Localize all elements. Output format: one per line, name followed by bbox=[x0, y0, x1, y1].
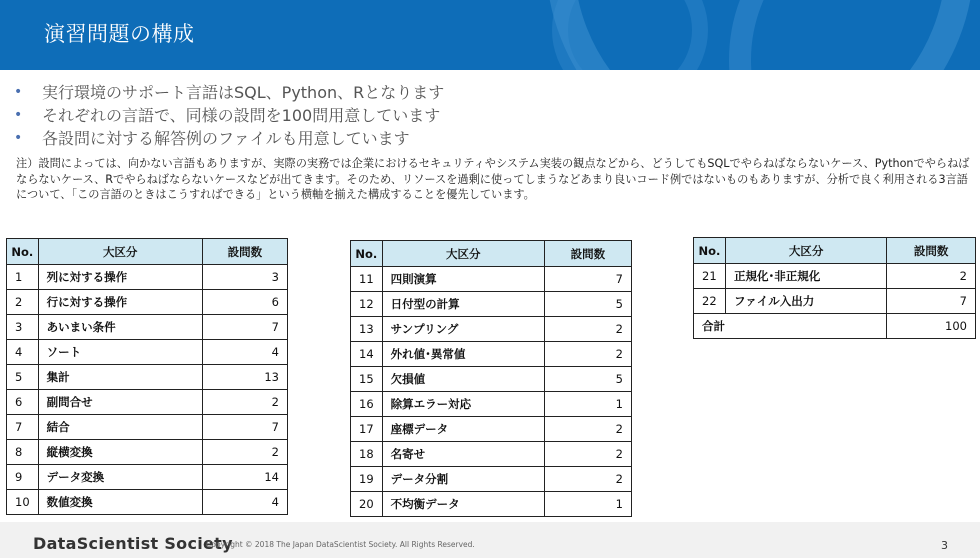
column-header-no: No. bbox=[694, 238, 726, 264]
table-row bbox=[351, 467, 632, 492]
row-category: 行に対する操作 bbox=[38, 290, 202, 315]
question-table-2 bbox=[350, 240, 632, 517]
copyright-text: Copyright © 2018 The Japan DataScientist Society. All Rights Reserved. bbox=[206, 540, 475, 549]
column-header-no: No. bbox=[7, 239, 39, 265]
slide-footer bbox=[0, 522, 980, 558]
row-category: あいまい条件 bbox=[38, 315, 202, 340]
row-no: 19 bbox=[351, 467, 383, 492]
total-count: 100 bbox=[887, 314, 976, 339]
table-row bbox=[7, 465, 288, 490]
row-no: 7 bbox=[7, 415, 39, 440]
table-row bbox=[351, 292, 632, 317]
table-row bbox=[7, 415, 288, 440]
row-count: 5 bbox=[544, 367, 631, 392]
table-row bbox=[7, 290, 288, 315]
row-count: 7 bbox=[544, 267, 631, 292]
table-header-row bbox=[351, 241, 632, 267]
row-count: 4 bbox=[202, 490, 287, 515]
column-header-category: 大区分 bbox=[38, 239, 202, 265]
row-no: 13 bbox=[351, 317, 383, 342]
row-category: 列に対する操作 bbox=[38, 265, 202, 290]
row-count: 7 bbox=[202, 315, 287, 340]
table-row bbox=[7, 340, 288, 365]
row-category: 日付型の計算 bbox=[382, 292, 544, 317]
row-no: 17 bbox=[351, 417, 383, 442]
table-row bbox=[351, 342, 632, 367]
row-category: 集計 bbox=[38, 365, 202, 390]
row-count: 2 bbox=[887, 264, 976, 289]
note-text: 注）設問によっては、向かない言語もありますが、実際の実務では企業におけるセキュリティやシステム実装の観点などから、どうしてもSQLでやらねばならないケース、Pythonでやらねばならないケース、Rでやらねばならないケースなどが出てきます。そのため、リソースを過剰に使ってしまうなどあまり良いコード例ではないものもありますが、分析で良く利用される3言語について、「この言語のときはこうすればできる」という横軸を揃えた構成することを優先しています。 bbox=[16, 157, 970, 201]
table-header-row bbox=[694, 238, 976, 264]
bullet-icon: • bbox=[14, 83, 23, 100]
row-no: 2 bbox=[7, 290, 39, 315]
row-category: ソート bbox=[38, 340, 202, 365]
row-count: 2 bbox=[544, 317, 631, 342]
bullet-text: それぞれの言語で、同様の設問を100問用意しています bbox=[42, 106, 441, 125]
question-table-1 bbox=[6, 238, 288, 515]
bullet-item bbox=[12, 80, 972, 103]
table-row bbox=[351, 367, 632, 392]
bullet-text: 実行環境のサポート言語はSQL、Python、Rとなります bbox=[42, 83, 445, 102]
table-row bbox=[351, 392, 632, 417]
row-count: 6 bbox=[202, 290, 287, 315]
page-title: 演習問題の構成 bbox=[44, 22, 195, 46]
row-no: 8 bbox=[7, 440, 39, 465]
row-count: 1 bbox=[544, 392, 631, 417]
row-no: 21 bbox=[694, 264, 726, 289]
table-row bbox=[694, 289, 976, 314]
column-header-category: 大区分 bbox=[725, 238, 886, 264]
row-no: 3 bbox=[7, 315, 39, 340]
row-category: データ分割 bbox=[382, 467, 544, 492]
row-no: 4 bbox=[7, 340, 39, 365]
column-header-count: 設問数 bbox=[887, 238, 976, 264]
row-no: 16 bbox=[351, 392, 383, 417]
slide-header bbox=[0, 0, 980, 70]
row-count: 3 bbox=[202, 265, 287, 290]
row-category: 座標データ bbox=[382, 417, 544, 442]
brand-logo: DataScientist Society bbox=[33, 534, 233, 553]
table-total-row bbox=[694, 314, 976, 339]
column-header-count: 設問数 bbox=[202, 239, 287, 265]
row-count: 2 bbox=[544, 417, 631, 442]
bullet-icon: • bbox=[14, 129, 23, 146]
row-category: 四則演算 bbox=[382, 267, 544, 292]
row-count: 14 bbox=[202, 465, 287, 490]
row-category: 縦横変換 bbox=[38, 440, 202, 465]
row-category: 名寄せ bbox=[382, 442, 544, 467]
bullet-icon: • bbox=[14, 106, 23, 123]
row-category: サンプリング bbox=[382, 317, 544, 342]
question-table-3 bbox=[693, 237, 976, 339]
table-row bbox=[7, 315, 288, 340]
row-count: 2 bbox=[202, 390, 287, 415]
row-category: 不均衡データ bbox=[382, 492, 544, 517]
bullet-text: 各設問に対する解答例のファイルも用意しています bbox=[42, 129, 410, 148]
table-row bbox=[7, 365, 288, 390]
row-count: 13 bbox=[202, 365, 287, 390]
row-no: 9 bbox=[7, 465, 39, 490]
row-category: 副問合せ bbox=[38, 390, 202, 415]
row-count: 2 bbox=[544, 342, 631, 367]
row-category: データ変換 bbox=[38, 465, 202, 490]
table-row bbox=[351, 417, 632, 442]
total-label: 合計 bbox=[694, 314, 887, 339]
column-header-category: 大区分 bbox=[382, 241, 544, 267]
row-no: 20 bbox=[351, 492, 383, 517]
page-number: 3 bbox=[941, 539, 948, 552]
bullet-item bbox=[12, 126, 972, 149]
row-no: 12 bbox=[351, 292, 383, 317]
row-no: 5 bbox=[7, 365, 39, 390]
row-category: 除算エラー対応 bbox=[382, 392, 544, 417]
table-row bbox=[7, 390, 288, 415]
row-count: 1 bbox=[544, 492, 631, 517]
table-row bbox=[351, 317, 632, 342]
table-row bbox=[351, 442, 632, 467]
row-no: 6 bbox=[7, 390, 39, 415]
row-count: 2 bbox=[544, 442, 631, 467]
row-category: 外れ値･異常値 bbox=[382, 342, 544, 367]
row-category: 正規化･非正規化 bbox=[725, 264, 886, 289]
row-no: 1 bbox=[7, 265, 39, 290]
table-row bbox=[7, 265, 288, 290]
table-row bbox=[7, 490, 288, 515]
row-count: 4 bbox=[202, 340, 287, 365]
row-no: 14 bbox=[351, 342, 383, 367]
row-no: 22 bbox=[694, 289, 726, 314]
row-no: 18 bbox=[351, 442, 383, 467]
row-category: 結合 bbox=[38, 415, 202, 440]
bullet-list bbox=[12, 80, 972, 149]
table-row bbox=[351, 492, 632, 517]
row-category: 欠損値 bbox=[382, 367, 544, 392]
table-row bbox=[7, 440, 288, 465]
row-category: ファイル入出力 bbox=[725, 289, 886, 314]
row-no: 15 bbox=[351, 367, 383, 392]
row-count: 2 bbox=[544, 467, 631, 492]
row-count: 7 bbox=[887, 289, 976, 314]
row-category: 数値変換 bbox=[38, 490, 202, 515]
column-header-count: 設問数 bbox=[544, 241, 631, 267]
table-header-row bbox=[7, 239, 288, 265]
column-header-no: No. bbox=[351, 241, 383, 267]
row-no: 11 bbox=[351, 267, 383, 292]
row-count: 5 bbox=[544, 292, 631, 317]
bullet-item bbox=[12, 103, 972, 126]
row-count: 2 bbox=[202, 440, 287, 465]
table-row bbox=[694, 264, 976, 289]
row-count: 7 bbox=[202, 415, 287, 440]
table-row bbox=[351, 267, 632, 292]
row-no: 10 bbox=[7, 490, 39, 515]
